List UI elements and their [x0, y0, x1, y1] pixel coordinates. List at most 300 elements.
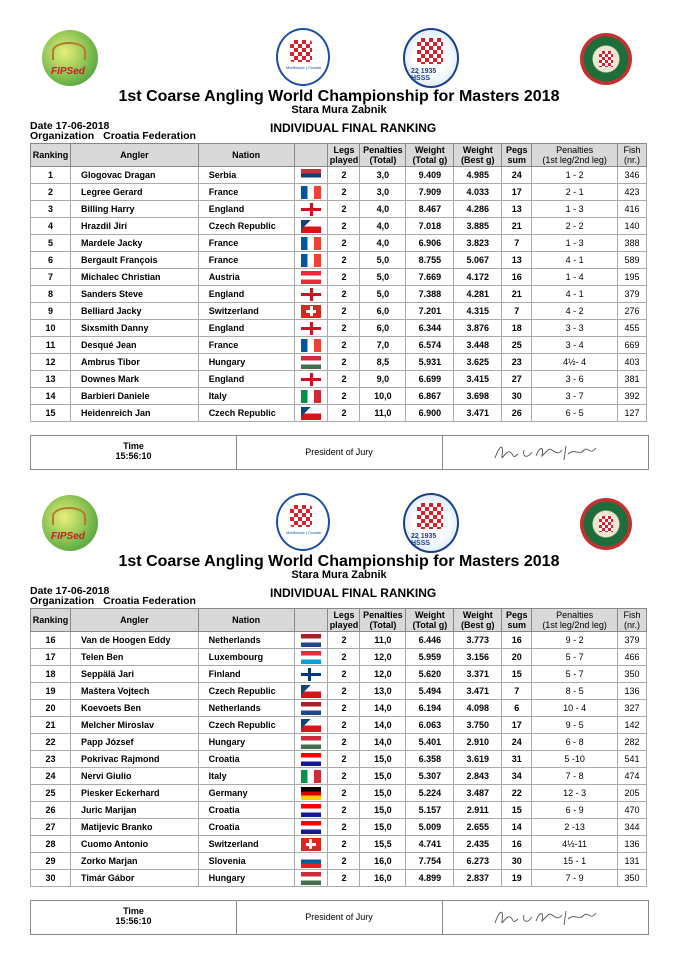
club-logo-text: 22 1935 HŠSS	[411, 68, 437, 82]
weight-best-cell: 3.876	[454, 320, 502, 337]
nation-cell: Netherlands	[198, 632, 294, 649]
table-row	[31, 785, 647, 802]
fish-cell: 127	[618, 405, 647, 422]
nation-cell: Czech Republic	[198, 717, 294, 734]
pegs-cell: 22	[502, 785, 532, 802]
flag-croatia-icon	[301, 804, 321, 817]
nation-cell: England	[198, 371, 294, 388]
fish-cell: 381	[618, 371, 647, 388]
angler-cell: Telen Ben	[70, 649, 198, 666]
rank-cell: 11	[31, 337, 71, 354]
nation-cell: France	[198, 184, 294, 201]
weight-best-cell: 5.067	[454, 252, 502, 269]
rank-cell: 15	[31, 405, 71, 422]
legs-cell: 2	[328, 802, 360, 819]
weight-total-cell: 5.401	[406, 734, 454, 751]
fish-cell: 282	[617, 734, 646, 751]
organization-value: Croatia Federation	[103, 595, 196, 607]
flag-switzerland-icon	[301, 305, 321, 318]
leg-penalties-cell: 3 - 7	[532, 388, 618, 405]
col-nation: Nation	[198, 144, 294, 167]
nation-cell: Hungary	[198, 734, 294, 751]
weight-total-cell: 6.344	[406, 320, 454, 337]
ranking-title: INDIVIDUAL FINAL RANKING	[270, 121, 437, 135]
legs-cell: 2	[328, 354, 360, 371]
penalties-cell: 5,0	[360, 252, 406, 269]
flag-cell	[294, 700, 328, 717]
rank-cell: 9	[31, 303, 71, 320]
date-label: Date 17-06-2018	[30, 585, 110, 597]
weight-best-cell: 3.698	[454, 388, 502, 405]
penalties-cell: 15,0	[360, 768, 406, 785]
weight-total-cell: 6.446	[406, 632, 454, 649]
fips-logo	[42, 495, 98, 551]
table-row	[31, 388, 647, 405]
flag-cell	[294, 269, 328, 286]
flag-cell	[294, 717, 328, 734]
weight-best-cell: 3.625	[454, 354, 502, 371]
weight-best-cell: 4.172	[454, 269, 502, 286]
weight-best-cell: 3.156	[454, 649, 502, 666]
pegs-cell: 17	[502, 717, 532, 734]
pegs-cell: 24	[502, 734, 532, 751]
table-row	[31, 252, 647, 269]
leg-penalties-cell: 4½-11	[532, 836, 618, 853]
flag-cell	[294, 802, 328, 819]
weight-best-cell: 3.471	[454, 405, 502, 422]
rank-cell: 1	[31, 167, 71, 184]
legs-cell: 2	[328, 666, 360, 683]
club-logo-text: 22 1935 HŠSS	[411, 533, 437, 547]
leg-penalties-cell: 10 - 4	[532, 700, 618, 717]
flag-france-icon	[301, 254, 321, 267]
leg-penalties-cell: 4 - 1	[532, 286, 618, 303]
rank-cell: 27	[31, 819, 71, 836]
venue-subtitle: Stara Mura Zabnik	[291, 104, 387, 116]
venue-subtitle: Stara Mura Zabnik	[291, 569, 387, 581]
weight-best-cell: 2.655	[454, 819, 502, 836]
time-cell	[31, 901, 237, 934]
rank-cell: 5	[31, 235, 71, 252]
rank-cell: 21	[31, 717, 71, 734]
angler-cell: Sixsmith Danny	[70, 320, 198, 337]
angler-cell: Matijevic Branko	[70, 819, 198, 836]
angler-cell: Bergault François	[70, 252, 198, 269]
penalties-cell: 7,0	[360, 337, 406, 354]
event-logo	[276, 28, 330, 86]
weight-total-cell: 5.931	[406, 354, 454, 371]
flag-italy-icon	[301, 770, 321, 783]
fish-cell: 136	[617, 836, 646, 853]
flag-cell	[294, 286, 328, 303]
nation-cell: Italy	[198, 388, 294, 405]
fish-cell: 416	[618, 201, 647, 218]
table-row	[31, 405, 647, 422]
flag-croatia-icon	[301, 821, 321, 834]
club-logo	[403, 493, 459, 553]
weight-total-cell: 9.409	[406, 167, 454, 184]
col-legs: Legs played	[329, 145, 359, 165]
table-row	[31, 700, 647, 717]
legs-cell: 2	[328, 734, 360, 751]
weight-total-cell: 6.900	[406, 405, 454, 422]
rank-cell: 29	[31, 853, 71, 870]
fish-cell: 136	[617, 683, 646, 700]
angler-cell: Michalec Christian	[70, 269, 198, 286]
weight-total-cell: 7.754	[406, 853, 454, 870]
weight-total-cell: 7.201	[406, 303, 454, 320]
weight-total-cell: 6.699	[406, 371, 454, 388]
table-row	[31, 649, 647, 666]
penalties-cell: 15,5	[360, 836, 406, 853]
weight-total-cell: 6.063	[406, 717, 454, 734]
fish-cell: 350	[617, 666, 646, 683]
footer-box	[30, 900, 649, 935]
flag-england-icon	[301, 203, 321, 216]
legs-cell: 2	[328, 632, 360, 649]
flag-cell	[294, 218, 328, 235]
table-row	[31, 734, 647, 751]
fish-cell: 388	[618, 235, 647, 252]
leg-penalties-cell: 5 - 7	[532, 649, 618, 666]
col-weight-total: Weight (Total g)	[406, 609, 454, 632]
time-value: 15:56:10	[115, 451, 152, 461]
leg-penalties-cell: 2 - 1	[532, 184, 618, 201]
angler-cell: Van de Hoogen Eddy	[70, 632, 198, 649]
penalties-cell: 11,0	[360, 405, 406, 422]
results-page	[0, 465, 678, 935]
angler-cell: Desqué Jean	[70, 337, 198, 354]
weight-total-cell: 6.867	[406, 388, 454, 405]
weight-total-cell: 5.494	[406, 683, 454, 700]
date-label: Date 17-06-2018	[30, 120, 110, 132]
flag-finland-icon	[301, 668, 321, 681]
pegs-cell: 31	[502, 751, 532, 768]
penalties-cell: 10,0	[360, 388, 406, 405]
legs-cell: 2	[328, 320, 360, 337]
organization-label: Organization	[30, 595, 95, 607]
event-logo-text: Međimurje | Croatia	[286, 65, 321, 70]
penalties-cell: 5,0	[360, 286, 406, 303]
fish-cell: 423	[618, 184, 647, 201]
pegs-cell: 21	[502, 218, 532, 235]
weight-total-cell: 7.669	[406, 269, 454, 286]
fish-cell: 392	[618, 388, 647, 405]
leg-penalties-cell: 5 -10	[532, 751, 618, 768]
angler-cell: Timár Gábor	[70, 870, 198, 887]
pegs-cell: 18	[502, 320, 532, 337]
organization-line	[30, 595, 196, 607]
angler-cell: Seppälä Jari	[70, 666, 198, 683]
rank-cell: 3	[31, 201, 71, 218]
nation-cell: Netherlands	[198, 700, 294, 717]
pegs-cell: 16	[502, 632, 532, 649]
col-flag	[294, 144, 328, 167]
rank-cell: 18	[31, 666, 71, 683]
weight-best-cell: 4.281	[454, 286, 502, 303]
weight-total-cell: 8.755	[406, 252, 454, 269]
pegs-cell: 16	[502, 269, 532, 286]
jury-signature	[492, 907, 602, 929]
weight-best-cell: 3.487	[454, 785, 502, 802]
rank-cell: 7	[31, 269, 71, 286]
flag-france-icon	[301, 186, 321, 199]
angler-cell: Koevoets Ben	[70, 700, 198, 717]
legs-cell: 2	[328, 836, 360, 853]
federation-logo	[580, 33, 632, 85]
nation-cell: England	[198, 320, 294, 337]
legs-cell: 2	[328, 870, 360, 887]
championship-title: 1st Coarse Angling World Championship for Masters 2018	[118, 88, 560, 105]
weight-best-cell: 2.910	[454, 734, 502, 751]
weight-best-cell: 3.619	[454, 751, 502, 768]
pegs-cell: 20	[502, 649, 532, 666]
fish-cell: 474	[617, 768, 646, 785]
ranking-table	[30, 608, 647, 887]
table-row	[31, 819, 647, 836]
nation-cell: Austria	[198, 269, 294, 286]
flag-czech-icon	[301, 719, 321, 732]
angler-cell: Papp József	[70, 734, 198, 751]
col-weight-best: Weight (Best g)	[454, 609, 502, 632]
table-row	[31, 836, 647, 853]
fish-cell: 455	[618, 320, 647, 337]
weight-total-cell: 5.157	[406, 802, 454, 819]
col-flag	[294, 609, 328, 632]
table-row	[31, 269, 647, 286]
pegs-cell: 23	[502, 354, 532, 371]
col-legs: Legs played	[329, 610, 359, 630]
leg-penalties-cell: 3 - 6	[532, 371, 618, 388]
flag-england-icon	[301, 288, 321, 301]
penalties-cell: 12,0	[360, 649, 406, 666]
event-logo	[276, 493, 330, 551]
rank-cell: 24	[31, 768, 71, 785]
weight-total-cell: 8.467	[406, 201, 454, 218]
angler-cell: Heidenreich Jan	[70, 405, 198, 422]
table-row	[31, 201, 647, 218]
penalties-cell: 15,0	[360, 785, 406, 802]
flag-cell	[294, 649, 328, 666]
nation-cell: Switzerland	[198, 836, 294, 853]
leg-penalties-cell: 12 - 3	[532, 785, 618, 802]
weight-best-cell: 2.843	[454, 768, 502, 785]
ranking-title: INDIVIDUAL FINAL RANKING	[270, 586, 437, 600]
legs-cell: 2	[328, 405, 360, 422]
pegs-cell: 7	[502, 303, 532, 320]
rank-cell: 23	[31, 751, 71, 768]
fish-cell: 669	[618, 337, 647, 354]
angler-cell: Nervi Giulio	[70, 768, 198, 785]
penalties-cell: 11,0	[360, 632, 406, 649]
weight-best-cell: 4.286	[454, 201, 502, 218]
penalties-cell: 13,0	[360, 683, 406, 700]
rank-cell: 2	[31, 184, 71, 201]
flag-croatia-icon	[301, 753, 321, 766]
pegs-cell: 34	[502, 768, 532, 785]
nation-cell: Italy	[198, 768, 294, 785]
flag-cell	[294, 734, 328, 751]
flag-france-icon	[301, 339, 321, 352]
flag-cell	[294, 354, 328, 371]
nation-cell: Czech Republic	[198, 683, 294, 700]
signature-cell	[442, 901, 648, 934]
weight-best-cell: 4.033	[454, 184, 502, 201]
weight-best-cell: 4.098	[454, 700, 502, 717]
legs-cell: 2	[328, 337, 360, 354]
pegs-cell: 19	[502, 870, 532, 887]
angler-cell: Melcher Miroslav	[70, 717, 198, 734]
angler-cell: Legree Gerard	[70, 184, 198, 201]
table-row	[31, 768, 647, 785]
flag-france-icon	[301, 237, 321, 250]
legs-cell: 2	[328, 717, 360, 734]
legs-cell: 2	[328, 303, 360, 320]
flag-cell	[294, 853, 328, 870]
angler-cell: Juric Marijan	[70, 802, 198, 819]
leg-penalties-cell: 4 - 1	[532, 252, 618, 269]
nation-cell: France	[198, 337, 294, 354]
fish-cell: 131	[617, 853, 646, 870]
nation-cell: Switzerland	[198, 303, 294, 320]
flag-switzerland-icon	[301, 838, 321, 851]
flag-england-icon	[301, 322, 321, 335]
nation-cell: Czech Republic	[198, 405, 294, 422]
time-label: Time	[123, 906, 144, 916]
nation-cell: Hungary	[198, 870, 294, 887]
weight-total-cell: 5.009	[406, 819, 454, 836]
penalties-cell: 6,0	[360, 303, 406, 320]
col-leg-penalties: Penalties (1st leg/2nd leg)	[532, 609, 618, 632]
leg-penalties-cell: 5 - 7	[532, 666, 618, 683]
fips-logo-text: FIPSed	[51, 531, 85, 542]
rank-cell: 4	[31, 218, 71, 235]
col-fish: Fish (nr.)	[618, 144, 647, 167]
rank-cell: 22	[31, 734, 71, 751]
table-row	[31, 337, 647, 354]
col-pegs: Pegs sum	[502, 609, 532, 632]
leg-penalties-cell: 1 - 3	[532, 235, 618, 252]
championship-title: 1st Coarse Angling World Championship for Masters 2018	[118, 553, 560, 570]
table-row	[31, 184, 647, 201]
nation-cell: Serbia	[198, 167, 294, 184]
weight-best-cell: 2.435	[454, 836, 502, 853]
col-weight-total: Weight (Total g)	[406, 144, 454, 167]
president-of-jury-label: President of Jury	[236, 901, 443, 934]
fish-cell: 346	[618, 167, 647, 184]
legs-cell: 2	[328, 184, 360, 201]
jury-signature	[492, 442, 602, 464]
penalties-cell: 14,0	[360, 717, 406, 734]
legs-cell: 2	[328, 252, 360, 269]
col-nation: Nation	[198, 609, 294, 632]
nation-cell: Croatia	[198, 802, 294, 819]
weight-total-cell: 7.388	[406, 286, 454, 303]
weight-best-cell: 4.315	[454, 303, 502, 320]
rank-cell: 19	[31, 683, 71, 700]
table-header-row	[31, 144, 647, 167]
flag-cell	[294, 303, 328, 320]
leg-penalties-cell: 4 - 2	[532, 303, 618, 320]
weight-total-cell: 7.909	[406, 184, 454, 201]
weight-total-cell: 5.224	[406, 785, 454, 802]
flag-england-icon	[301, 373, 321, 386]
fish-cell: 195	[618, 269, 647, 286]
event-logo-text: Međimurje | Croatia	[286, 530, 321, 535]
fips-logo-text: FIPSed	[51, 66, 85, 77]
penalties-cell: 8,5	[360, 354, 406, 371]
col-pegs: Pegs sum	[502, 144, 532, 167]
weight-best-cell: 4.985	[454, 167, 502, 184]
rank-cell: 28	[31, 836, 71, 853]
penalties-cell: 15,0	[360, 802, 406, 819]
leg-penalties-cell: 8 - 5	[532, 683, 618, 700]
penalties-cell: 4,0	[360, 218, 406, 235]
weight-total-cell: 7.018	[406, 218, 454, 235]
time-value: 15:56:10	[115, 916, 152, 926]
angler-cell: Maštera Vojtech	[70, 683, 198, 700]
leg-penalties-cell: 9 - 5	[532, 717, 618, 734]
legs-cell: 2	[328, 819, 360, 836]
table-row	[31, 371, 647, 388]
nation-cell: France	[198, 252, 294, 269]
penalties-cell: 14,0	[360, 700, 406, 717]
nation-cell: Czech Republic	[198, 218, 294, 235]
pegs-cell: 21	[502, 286, 532, 303]
nation-cell: Luxembourg	[198, 649, 294, 666]
fish-cell: 403	[618, 354, 647, 371]
flag-cell	[294, 632, 328, 649]
weight-total-cell: 5.307	[406, 768, 454, 785]
weight-total-cell: 4.741	[406, 836, 454, 853]
rank-cell: 16	[31, 632, 71, 649]
nation-cell: Croatia	[198, 819, 294, 836]
legs-cell: 2	[328, 201, 360, 218]
pegs-cell: 30	[502, 853, 532, 870]
legs-cell: 2	[328, 751, 360, 768]
flag-cell	[294, 252, 328, 269]
legs-cell: 2	[328, 167, 360, 184]
pegs-cell: 14	[502, 819, 532, 836]
flag-cell	[294, 201, 328, 218]
pegs-cell: 13	[502, 252, 532, 269]
flag-cell	[294, 785, 328, 802]
organization-label: Organization	[30, 130, 95, 142]
flag-serbia-icon	[301, 169, 321, 182]
weight-best-cell: 2.837	[454, 870, 502, 887]
flag-cell	[294, 836, 328, 853]
penalties-cell: 3,0	[360, 184, 406, 201]
weight-total-cell: 6.574	[406, 337, 454, 354]
pegs-cell: 25	[502, 337, 532, 354]
club-logo	[403, 28, 459, 88]
legs-cell: 2	[328, 371, 360, 388]
rank-cell: 6	[31, 252, 71, 269]
penalties-cell: 4,0	[360, 235, 406, 252]
flag-cell	[294, 235, 328, 252]
weight-best-cell: 3.448	[454, 337, 502, 354]
col-angler: Angler	[70, 144, 198, 167]
flag-luxembourg-icon	[301, 651, 321, 664]
fish-cell: 379	[617, 632, 646, 649]
table-row	[31, 870, 647, 887]
nation-cell: Slovenia	[198, 853, 294, 870]
leg-penalties-cell: 1 - 2	[532, 167, 618, 184]
weight-total-cell: 5.620	[406, 666, 454, 683]
rank-cell: 10	[31, 320, 71, 337]
legs-cell: 2	[328, 700, 360, 717]
flag-hungary-icon	[301, 736, 321, 749]
